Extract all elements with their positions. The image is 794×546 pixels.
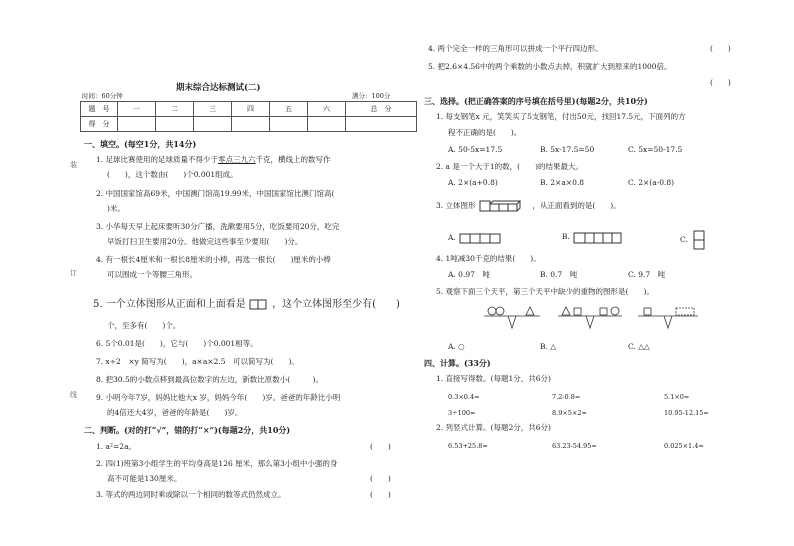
s4-q2: 2. 列竖式计算。(每题2分，共6分)	[436, 423, 551, 432]
score-header-cell: 六	[308, 102, 346, 117]
s3-q5: 5. 观察下面三个天平，第三个天平中缺少的重物的图形是( )。	[436, 287, 654, 296]
calc-item: 8.9×5×2=	[552, 409, 587, 417]
s3-q2-option-c[interactable]: C. 2×(a-0.8)	[628, 178, 675, 187]
s1-q4-line1: 4. 有一根长4厘米和一根长8厘米的小棒，再选一根长( )厘米的小棒	[96, 255, 331, 264]
calc-item: 10.95-12.15=	[664, 409, 709, 417]
s3-q2-option-b[interactable]: B. 2×a×0.8	[540, 178, 585, 187]
score-header-cell: 总 分	[346, 102, 417, 117]
margin-mark-2: 订	[70, 269, 77, 277]
score-header-cell: 三	[194, 102, 232, 117]
option-b-figure	[572, 230, 624, 244]
section-4-title: 四、计算。(33分)	[424, 358, 491, 368]
margin-mark-1: 装	[70, 161, 77, 169]
s3-q4-option-a[interactable]: A. 0.97 吨	[448, 270, 490, 279]
score-input-cell[interactable]	[156, 117, 194, 132]
calc-item: 6.53+25.8=	[448, 442, 488, 450]
s2-q4: 4. 两个完全一样的三角形可以拼成一个平行四边形。	[428, 44, 603, 53]
s3-q1-option-b[interactable]: B. 5x-17.5=50	[540, 145, 595, 154]
section-2-title: 二、判断。(对的打“√”，错的打“×”)(每题2分，共10分)	[84, 425, 291, 435]
calc-item: 0.025×1.4=	[664, 442, 704, 450]
score-header-cell: 四	[232, 102, 270, 117]
s2-q1: 1. a²=2a。	[96, 442, 137, 451]
s1-q5-line2: 个，至多有( )个。	[107, 321, 181, 330]
s1-q7: 7. x÷2 ×y 简写为( )，a×a×2.5 可以简写为( )。	[96, 357, 299, 366]
s3-q3-option-c[interactable]: C.	[680, 230, 708, 250]
score-input-cell[interactable]	[194, 117, 232, 132]
s1-q3-line2: 早饭打扫卫生要用20分。他做完这些事至少要用( )分。	[107, 237, 303, 246]
time-limit: 时间：60分钟	[82, 92, 123, 100]
s1-q5-line1: 5. 一个立体图形从正面和上面看是 ，这个立体图形至少有( )	[93, 299, 400, 310]
s1-q9-line1: 9. 小明今年7岁，妈妈比他大x 岁，妈妈今年( )岁。爸爸的年龄比小明	[96, 393, 341, 402]
answer-paren[interactable]: ( )	[370, 474, 391, 483]
answer-paren[interactable]: ( )	[370, 490, 391, 499]
s4-q1: 1. 直接写得数。(每题1分，共6分)	[436, 374, 551, 383]
s1-q9-line2: 的4倍还大4岁，爸爸的年龄是( )岁。	[107, 408, 243, 417]
s3-q2: 2. a 是一个大于1的数，( )的结果最大。	[436, 162, 584, 171]
s2-q2-line2: 高不可能是130厘米。	[107, 474, 182, 483]
calc-item: 63.23-54.95=	[552, 442, 597, 450]
s1-q1-line1: 1. 足球比赛使用的足球质量不得少于零点三九六千克，横线上的数写作	[96, 155, 331, 164]
s1-q6: 6. 5个0.01是( )，它与( )个0.001相等。	[96, 339, 258, 348]
s3-q2-option-a[interactable]: A. 2×(a+0.8)	[448, 178, 498, 187]
s3-q3-line: 3. 立体图形 ，从正面看到的是( )。	[436, 198, 621, 214]
page-title: 期末综合达标测试(二)	[176, 83, 261, 93]
s3-q5-option-c[interactable]: C. △△	[628, 342, 650, 351]
s2-q2-line1: 2. 四(1)班第3小组学生的平均身高是126 厘米，那么第3小组中小强的身	[96, 459, 338, 468]
calc-item: 3÷100=	[448, 409, 476, 417]
s3-q1-option-a[interactable]: A. 50-5x=17.5	[448, 145, 503, 154]
score-header-cell: 一	[118, 102, 156, 117]
s2-q3: 3. 等式的两边同时乘或除以一个相同的数等式仍然成立。	[96, 490, 286, 499]
s1-q4-line2: 可以围成一个等腰三角形。	[107, 270, 197, 279]
s1-q1-line2: ( )，这个数由( )个0.001组成。	[107, 170, 238, 179]
calc-item: 7.2-0.8=	[552, 393, 581, 401]
score-table	[80, 101, 417, 132]
answer-paren[interactable]: ( )	[710, 78, 731, 87]
full-score: 满分：100分	[352, 92, 391, 100]
score-header-cell: 五	[270, 102, 308, 117]
margin-mark-3: 线	[70, 391, 77, 399]
s3-q5-option-a[interactable]: A. ○	[448, 342, 465, 351]
solid-figure	[478, 198, 530, 214]
cube-view-figure	[249, 299, 269, 311]
s1-q3-line1: 3. 小华每天早上起床要听30分广播，洗漱要用5分，吃饭要用20分，吃完	[96, 222, 340, 231]
s1-q2-line1: 2. 中国国家馆高69米，中国澳门馆高19.99米，中国国家馆比澳门馆高(	[96, 189, 335, 198]
score-input-cell[interactable]	[346, 117, 417, 132]
s3-q3-option-b[interactable]: B.	[562, 230, 624, 244]
option-a-figure	[458, 232, 506, 244]
s2-q5: 5. 把2.6×4.56中的两个乘数的小数点去掉，积就扩大到原来的1000倍。	[428, 62, 672, 71]
s3-q1-option-c[interactable]: C. 5x=50-17.5	[628, 145, 683, 154]
option-c-figure	[690, 230, 708, 250]
s3-q4: 4. 1吨减30千克的结果( )。	[436, 254, 541, 263]
score-input-cell[interactable]	[232, 117, 270, 132]
s1-q8: 8. 把30.5的小数点移到最高位数字的左边，新数比原数小( )。	[96, 375, 324, 384]
score-input-cell[interactable]	[270, 117, 308, 132]
score-input-cell[interactable]	[118, 117, 156, 132]
calc-item: 0.3×0.4=	[448, 393, 480, 401]
s3-q1-line1: 1. 每支钢笔x 元，笑笑买了5支钢笔，付出50元，找回17.5元，下面列的方	[436, 112, 686, 121]
answer-paren[interactable]: ( )	[710, 44, 731, 53]
score-header-cell: 题 号	[81, 102, 118, 117]
s3-q5-option-b[interactable]: B. △	[540, 342, 557, 351]
s3-q1-line2: 程不正确的是( )。	[448, 128, 522, 137]
calc-item: 5.1×0=	[664, 393, 690, 401]
score-label-cell: 得 分	[81, 117, 118, 132]
section-1-title: 一、填空。(每空1分，共14分)	[84, 139, 197, 149]
s3-q4-option-c[interactable]: C. 9.7 吨	[628, 270, 666, 279]
answer-paren[interactable]: ( )	[370, 442, 391, 451]
section-3-title: 三、选择。(把正确答案的序号填在括号里)(每题2分，共10分)	[424, 96, 648, 106]
s3-q4-option-b[interactable]: B. 0.7 吨	[540, 270, 578, 279]
s1-q2-line2: )米。	[107, 204, 125, 213]
s3-q3-option-a[interactable]: A.	[448, 232, 506, 244]
score-input-cell[interactable]	[308, 117, 346, 132]
score-header-cell: 二	[156, 102, 194, 117]
balance-scales-figure	[482, 302, 702, 334]
